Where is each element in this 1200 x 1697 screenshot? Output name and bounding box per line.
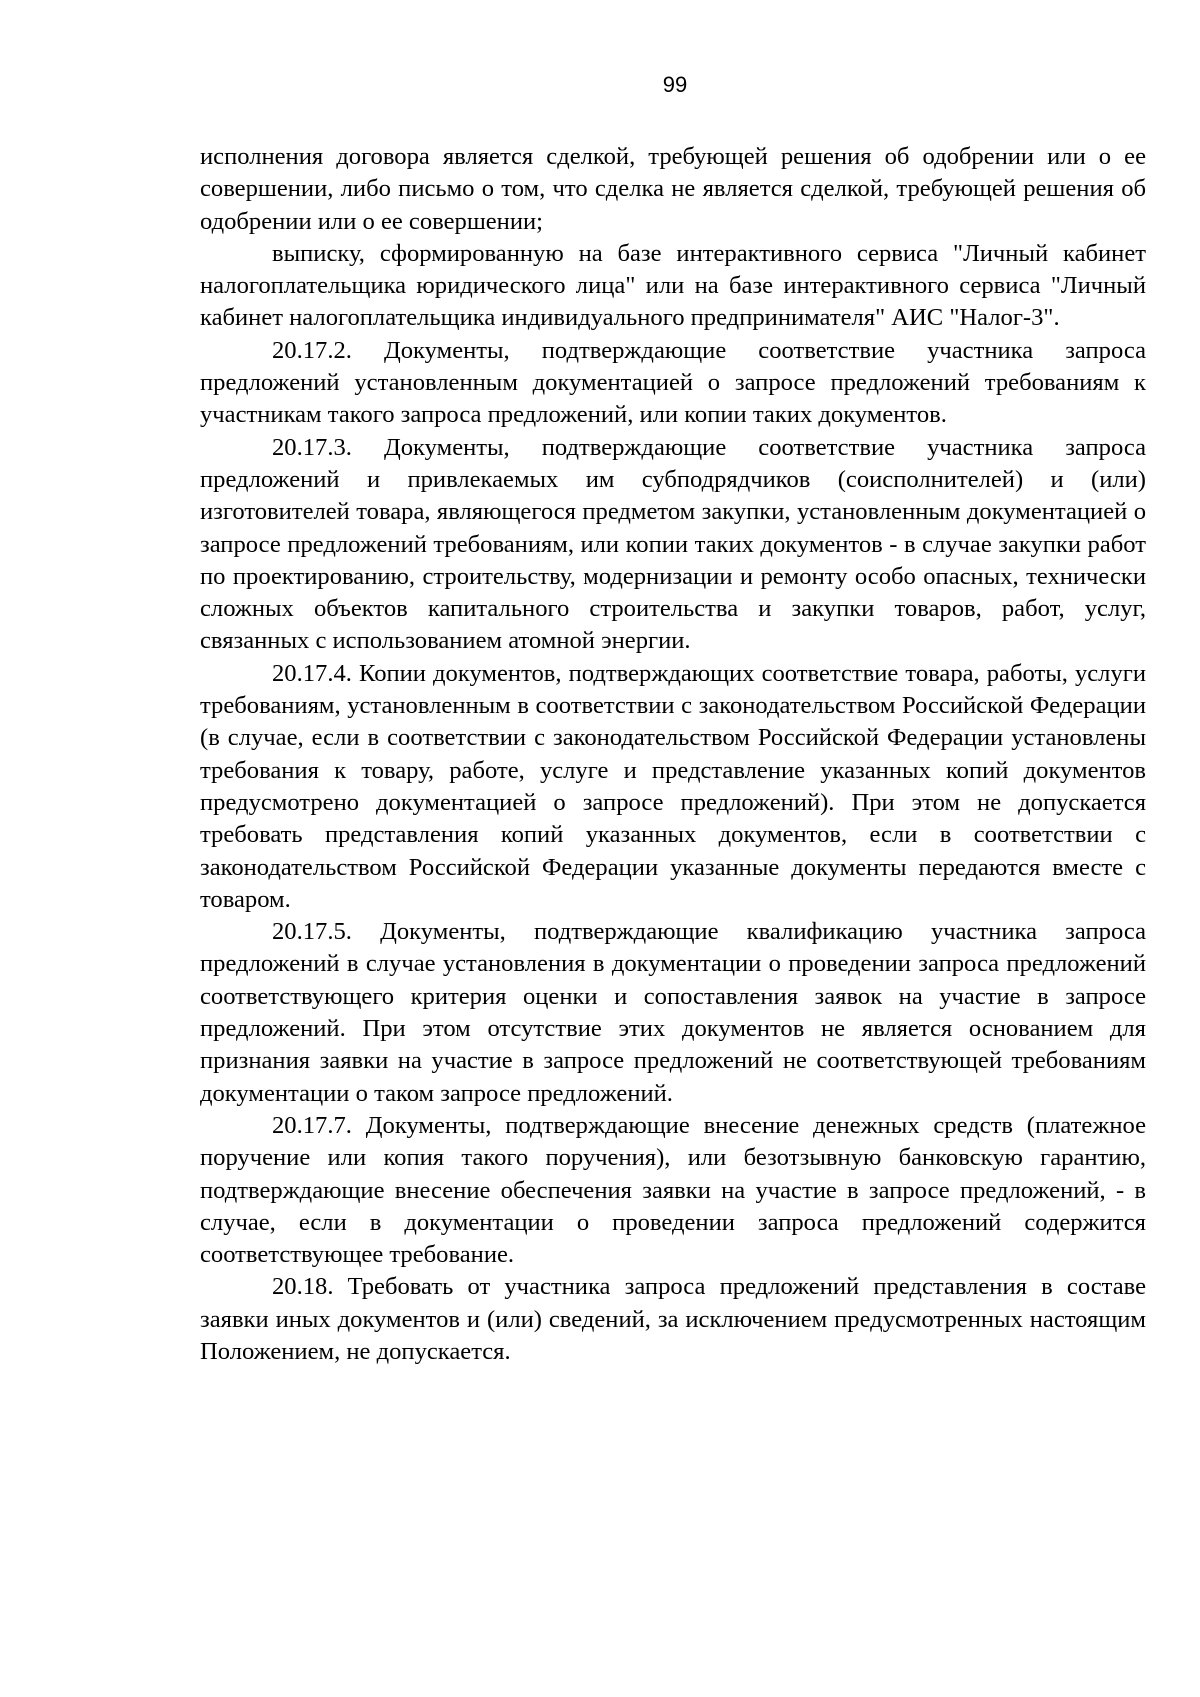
paragraph: исполнения договора является сделкой, требующей решения об одобрении или о ее совершении, либо письмо о том, что сделка не является сделкой, требующей решения об одобрении или о ее совершении; xyxy=(200,143,1146,235)
paragraph: 20.17.3. Документы, подтверждающие соответствие участника запроса предложений и привлекаемых им субподрядчиков (соисполнителей) и (или) изготовителей товара, являющегося предметом закупки, установленным документацией о запросе предложений требованиям, или копии таких документов - в случае закупки работ по проектированию, строительству, модернизации и ремонту особо опасных, технически сложных объектов капитального строительства и закупки товаров, работ, услуг, связанных с использованием атомной энергии. xyxy=(200,433,1146,655)
paragraph: 20.17.2. Документы, подтверждающие соответствие участника запроса предложений установленным документацией о запросе предложений требованиям к участникам такого запроса предложений, или копии таких документов. xyxy=(200,336,1146,429)
paragraph: 20.17.4. Копии документов, подтверждающих соответствие товара, работы, услуги требованиям, установленным в соответствии с законодательством Российской Федерации (в случае, если в соответствии с законодательством Российской Федерации установлены требования к товару, работе, услуге и представление указанных копий документов предусмотрено документацией о запросе предложений). При этом не допускается требовать представления копий указанных документов, если в соответствии с законодательством Российской Федерации указанные документы передаются вместе с товаром. xyxy=(200,659,1146,913)
document-body xyxy=(200,141,1146,1368)
paragraph: 20.17.7. Документы, подтверждающие внесение денежных средств (платежное поручение или копия такого поручения), или безотзывную банковскую гарантию, подтверждающие внесение обеспечения заявки на участие в запросе предложений, - в случае, если в документации о проведении запроса предложений содержится соответствующее требование. xyxy=(200,1111,1146,1269)
page-number: 99 xyxy=(662,72,688,97)
paragraph: 20.18. Требовать от участника запроса предложений представления в составе заявки иных документов и (или) сведений, за исключением предусмотренных настоящим Положением, не допускается. xyxy=(200,1273,1146,1365)
paragraph: выписку, сформированную на базе интерактивного сервиса "Личный кабинет налогоплательщика юридического лица" или на базе интерактивного сервиса "Личный кабинет налогоплательщика индивидуального предпринимателя" АИС "Налог-3". xyxy=(200,239,1146,332)
paragraph: 20.17.5. Документы, подтверждающие квалификацию участника запроса предложений в случае установления в документации о проведении запроса предложений соответствующего критерия оценки и сопоставления заявок на участие в запросе предложений. При этом отсутствие этих документов не является основанием для признания заявки на участие в запросе предложений не соответствующей требованиям документации о таком запросе предложений. xyxy=(200,918,1146,1107)
